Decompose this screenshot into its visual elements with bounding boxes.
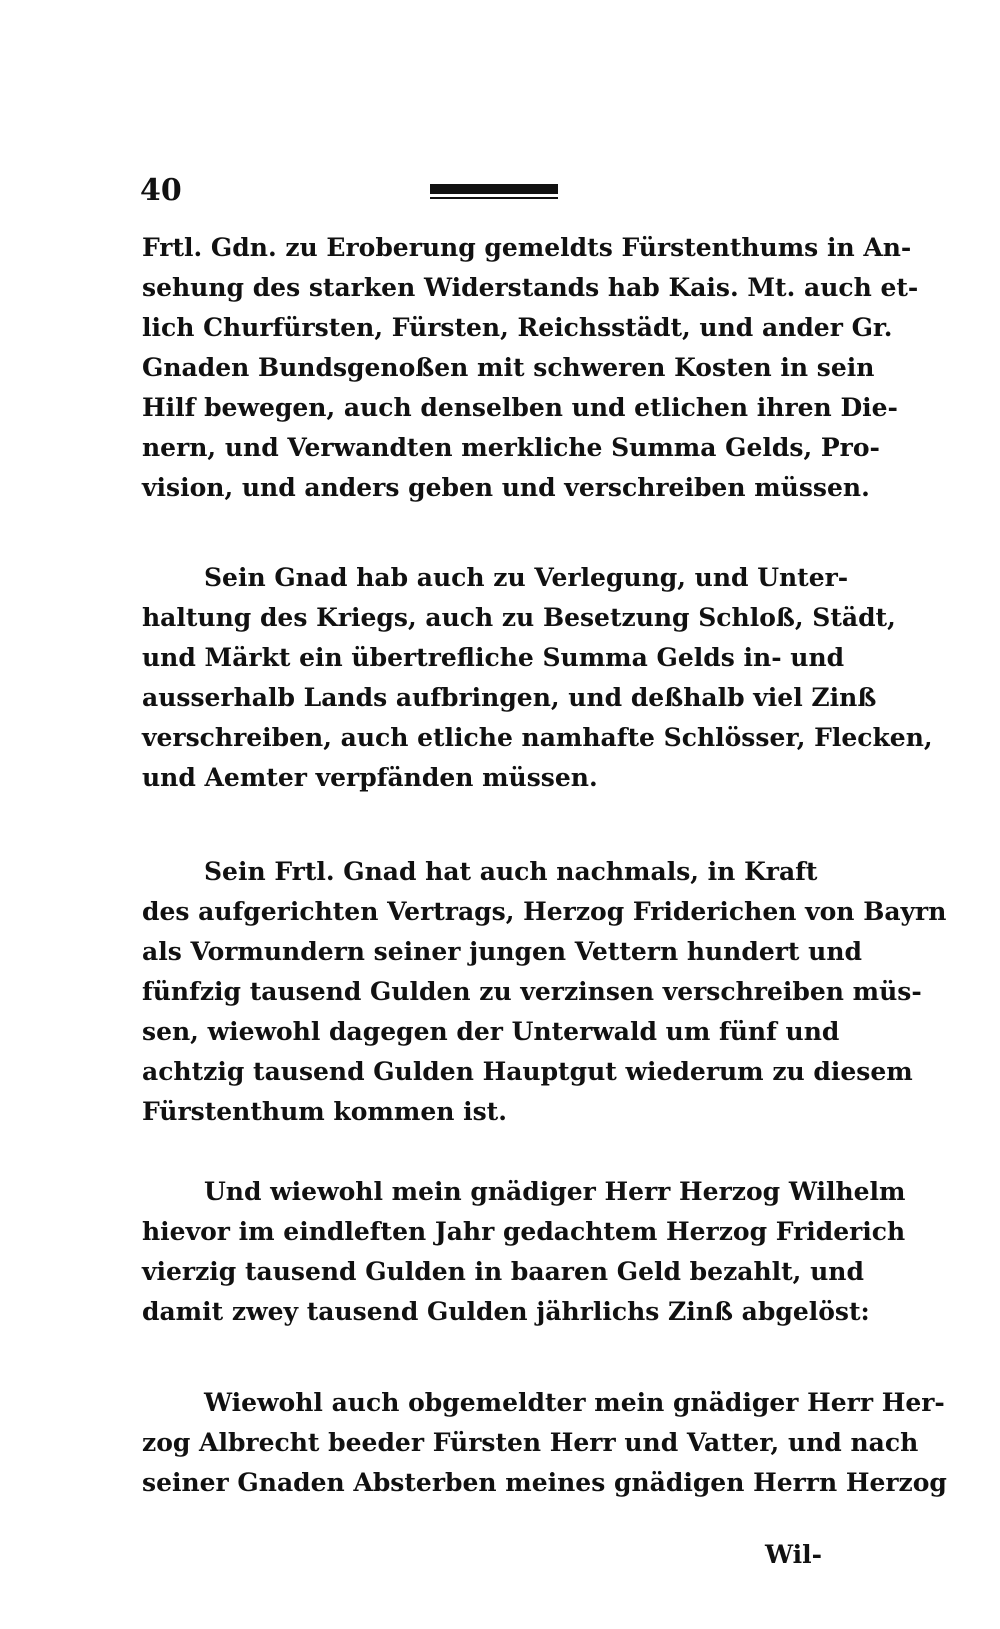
paragraph-4 (142, 1172, 906, 1332)
text-line: achtzig tausend Gulden Hauptgut wiederum zu diesem (142, 1057, 913, 1086)
text-line: Frtl. Gdn. zu Eroberung gemeldts Fürstenthums in An- (142, 233, 912, 262)
text-line: und Märkt ein übertrefliche Summa Gelds in- und (142, 643, 845, 672)
text-line: Und wiewohl mein gnädiger Herr Herzog Wilhelm (204, 1177, 906, 1206)
paragraph-1 (142, 228, 919, 508)
text-line: Wiewohl auch obgemeldter mein gnädiger Herr Her- (204, 1388, 945, 1417)
text-line: vierzig tausend Gulden in baaren Geld bezahlt, und (142, 1257, 864, 1286)
text-line: hievor im eindleften Jahr gedachtem Herzog Friderich (142, 1217, 906, 1246)
text-line: seiner Gnaden Absterben meines gnädigen Herrn Herzog (142, 1468, 947, 1497)
text-line: lich Churfürsten, Fürsten, Reichsstädt, und ander Gr. (142, 313, 893, 342)
text-line: sehung des starken Widerstands hab Kais. Mt. auch et- (142, 273, 919, 302)
header-rule (430, 184, 558, 194)
text-line: Sein Frtl. Gnad hat auch nachmals, in Kraft (204, 857, 818, 886)
text-line: Gnaden Bundsgenoßen mit schweren Kosten in sein (142, 353, 875, 382)
text-line: vision, und anders geben und verschreiben müssen. (142, 473, 870, 502)
text-line: sen, wiewohl dagegen der Unterwald um fünf und (142, 1017, 840, 1046)
text-line: zog Albrecht beeder Fürsten Herr und Vatter, und nach (142, 1428, 919, 1457)
text-line: ausserhalb Lands aufbringen, und deßhalb viel Zinß (142, 683, 877, 712)
text-line: Hilf bewegen, auch denselben und etlichen ihren Die- (142, 393, 898, 422)
page-number: 40 (140, 173, 182, 208)
text-line: verschreiben, auch etliche namhafte Schlösser, Flecken, (142, 723, 933, 752)
text-line: haltung des Kriegs, auch zu Besetzung Schloß, Städt, (142, 603, 896, 632)
text-line: und Aemter verpfänden müssen. (142, 763, 598, 792)
paragraph-3 (142, 852, 947, 1132)
paragraph-5 (142, 1383, 947, 1503)
text-line: Fürstenthum kommen ist. (142, 1097, 507, 1126)
text-line: des aufgerichten Vertrags, Herzog Friderichen von Bayrn (142, 897, 947, 926)
paragraph-2 (142, 558, 933, 798)
text-line: damit zwey tausend Gulden jährlichs Zinß abgelöst: (142, 1297, 870, 1326)
text-line: nern, und Verwandten merkliche Summa Gelds, Pro- (142, 433, 880, 462)
text-line: Sein Gnad hab auch zu Verlegung, und Unter- (204, 563, 849, 592)
text-line: als Vormundern seiner jungen Vettern hundert und (142, 937, 862, 966)
catchword: Wil- (765, 1540, 823, 1569)
text-line: fünfzig tausend Gulden zu verzinsen verschreiben müs- (142, 977, 922, 1006)
